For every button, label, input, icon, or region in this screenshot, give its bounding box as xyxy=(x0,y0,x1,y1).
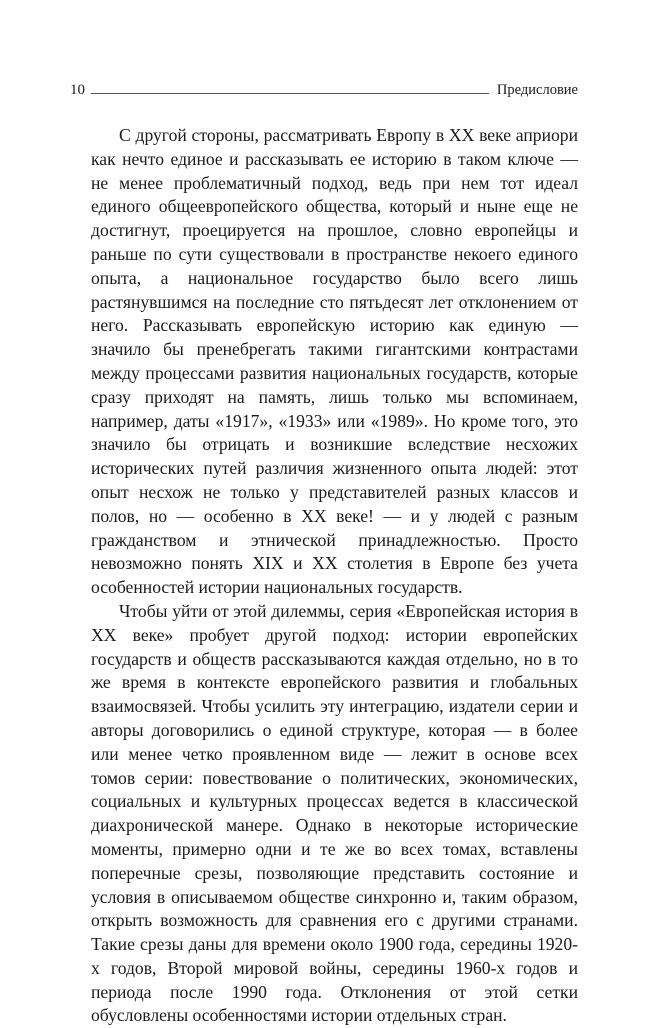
section-title: Предисловие xyxy=(496,82,578,98)
paragraph-1: С другой стороны, рассматривать Европу в XX веке априори как нечто единое и рассказывать ее историю в таком ключе — не менее проблематичный подход, ведь при нем тот идеал единого общеевропейского общества, который и ныне еще не достигнут, проецируется на прошлое, словно европейцы и раньше по сути существовали в пространстве некоего единого опыта, а национальное государство было всего лишь растянувшимся на последние сто пятьдесят лет отклонением от него. Рассказывать европейскую историю как единую — значило бы пренебрегать такими гигантскими контрастами между процессами развития национальных государств, которые сразу приходят на память, лишь только мы вспоминаем, например, даты «1917», «1933» или «1989». Но кроме того, это значило бы отрицать и возникшие вследствие несхожих исторических путей различия жизненного опыта людей: этот опыт несхож не только у представителей разных классов и полов, но — особенно в XX веке! — и у людей с разным гражданством и этнической принадлежностью. Просто невозможно понять XIX и XX столетия в Европе без учета особенностей истории национальных государств. xyxy=(91,125,578,598)
header-rule xyxy=(91,93,489,94)
page-number: 10 xyxy=(70,82,85,98)
body-text xyxy=(91,124,578,1028)
running-head xyxy=(70,78,578,98)
paragraph-2: Чтобы уйти от этой дилеммы, серия «Европейская история в XX веке» пробует другой подход: истории европейских государств и обществ рассказываются каждая отдельно, но в то же время в контексте европейского развития и глобальных взаимосвязей. Чтобы усилить эту интеграцию, издатели серии и авторы договорились о единой структуре, которая — в более или менее четко проявленном виде — лежит в основе всех томов серии: повествование о политических, экономических, социальных и культурных процессах ведется в классической диахронической манере. Однако в некоторые исторические моменты, примерно одни и те же во всех томах, вставлены поперечные срезы, позволяющие представить состояние и условия в описываемом обществе синхронно и, таким образом, открыть возможность для сравнения его с другими странами. Такие срезы даны для времени около 1900 года, середины 1920-х годов, Второй мировой войны, середины 1960-х годов и периода после 1990 года. Отклонения от этой сетки обусловлены особенностями истории отдельных стран. xyxy=(91,600,578,1026)
